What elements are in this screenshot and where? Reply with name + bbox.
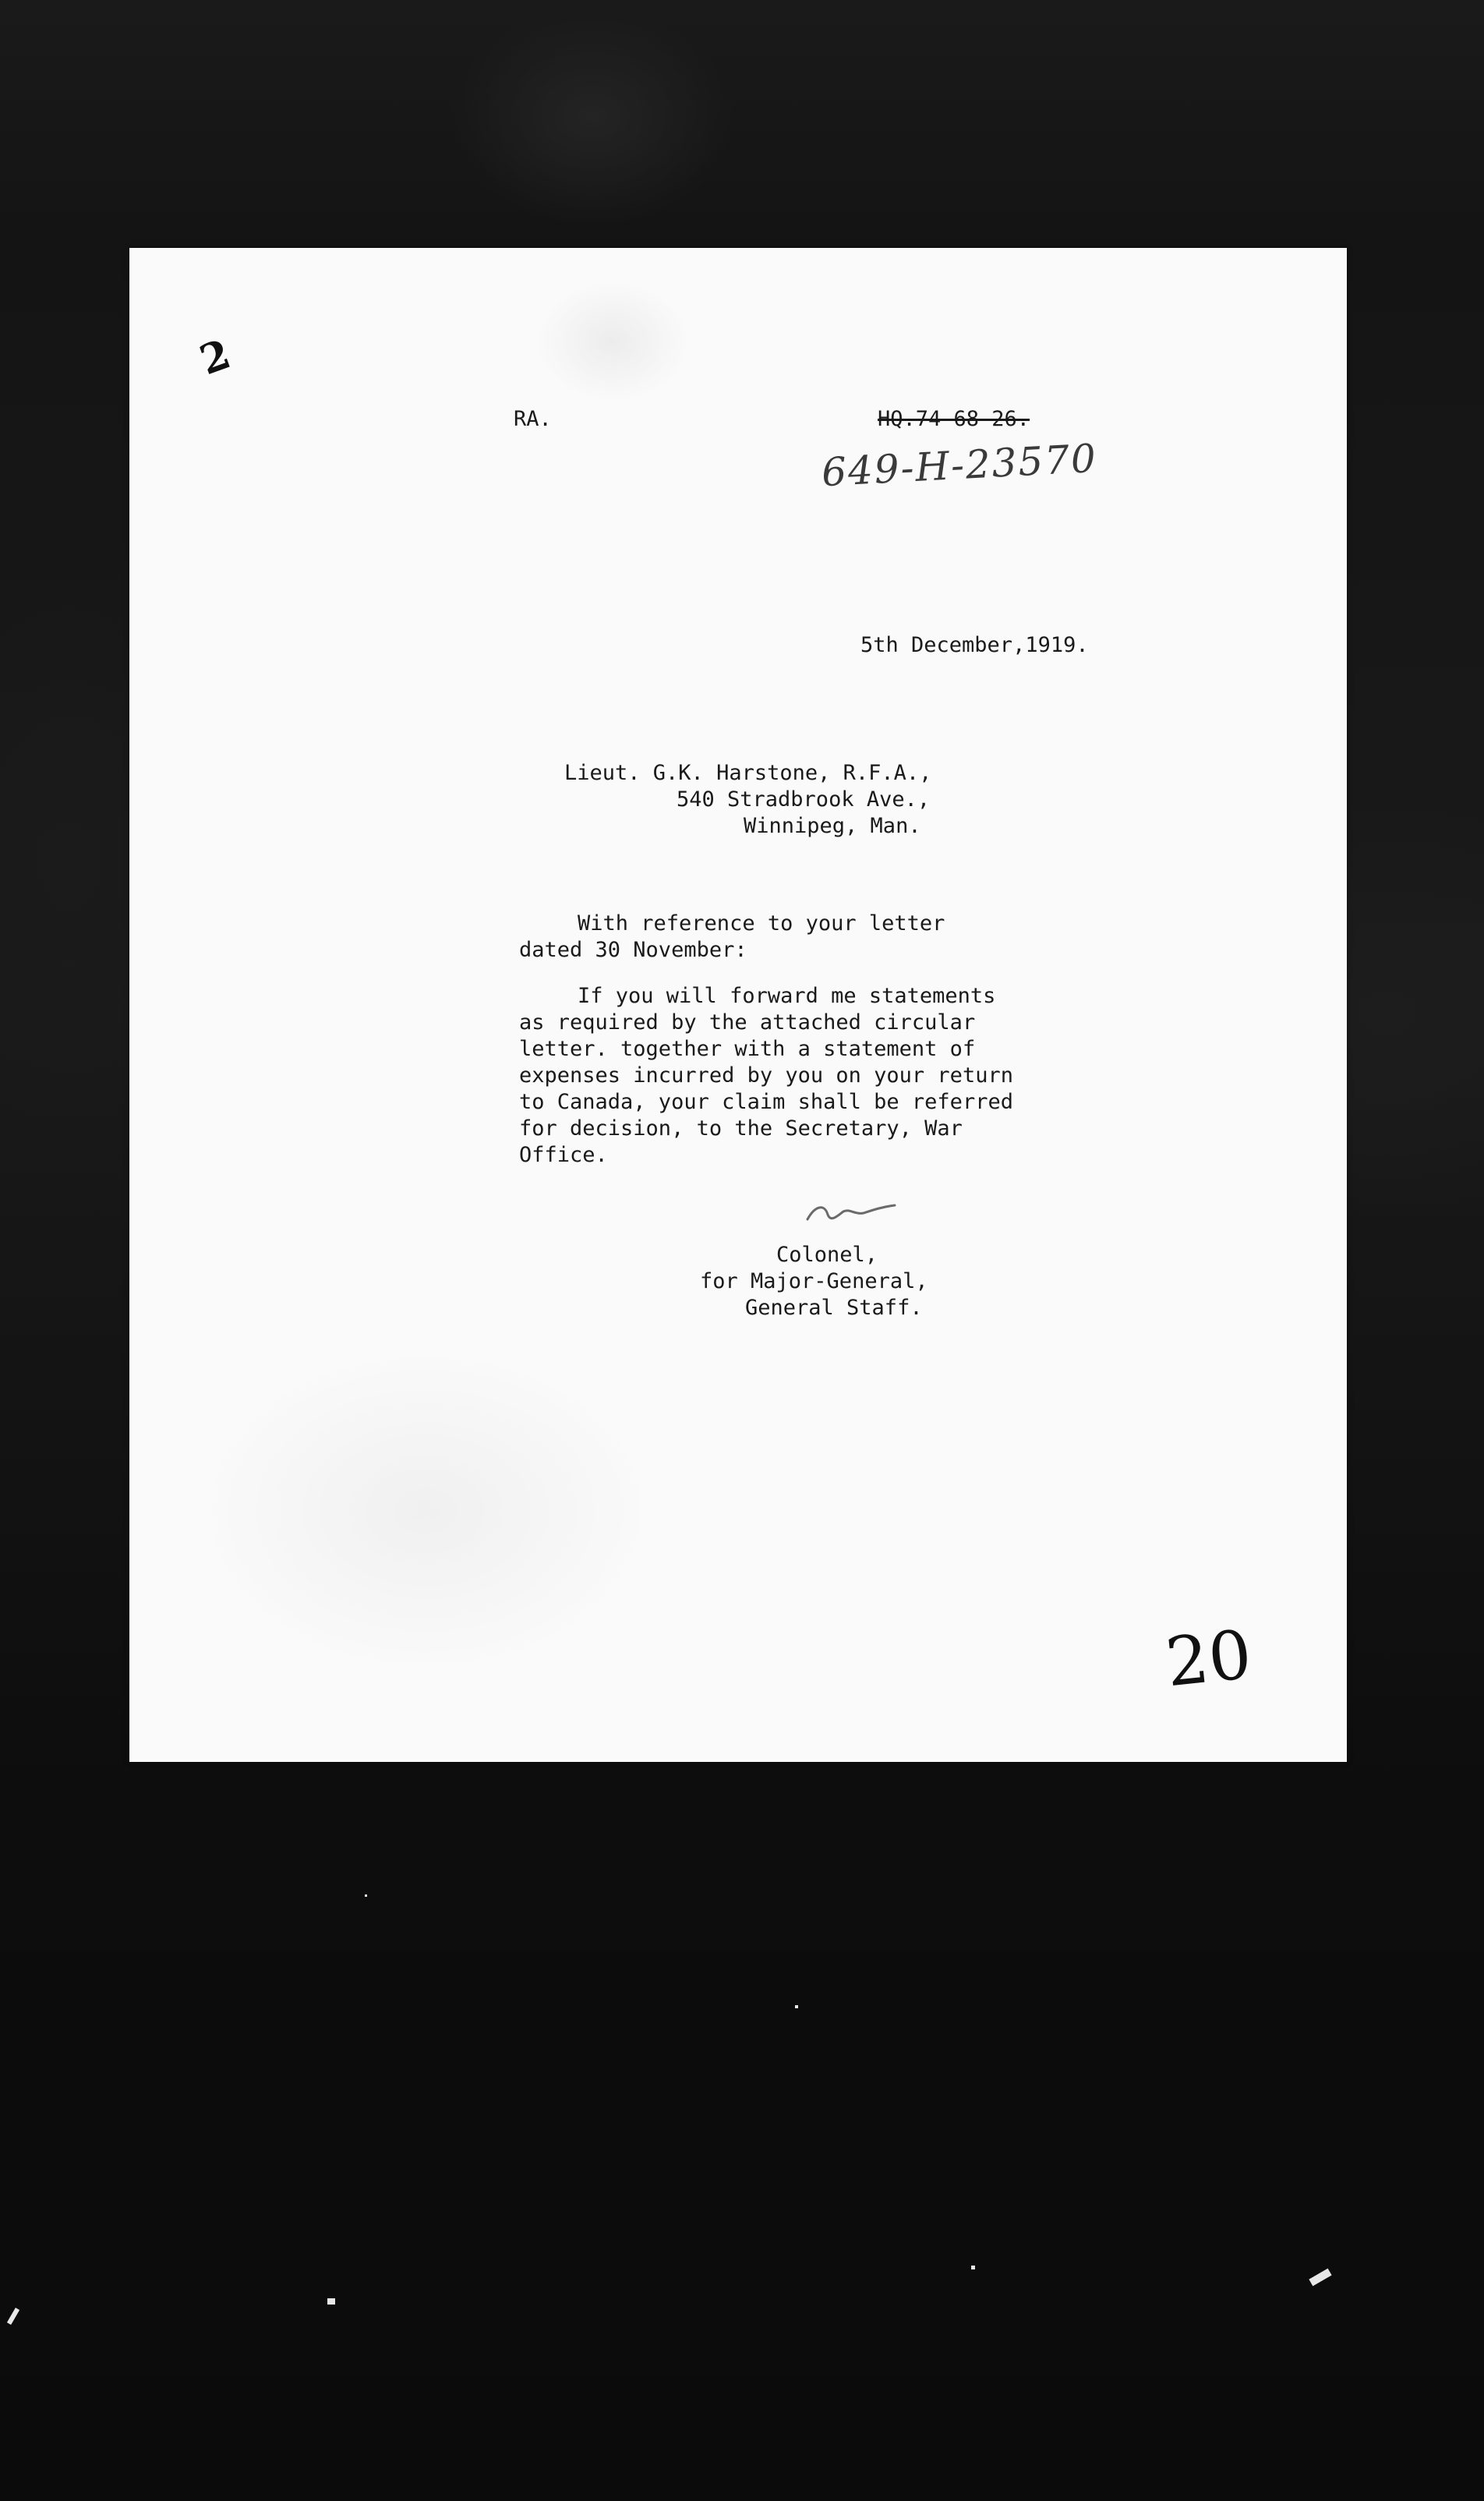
paragraph-line: If you will forward me statements [578,984,996,1008]
letter-page [129,248,1347,1762]
corner-mark: 2 [193,330,237,385]
film-speck [795,2005,798,2008]
film-speck [1309,2269,1331,2287]
paragraph-line: Office. [519,1143,608,1167]
paragraph-line: expenses incurred by you on your return [519,1063,1013,1088]
addressee-line: Lieut. G.K. Harstone, R.F.A., [564,761,932,785]
reference-handwritten: 649-H-23570 [820,435,1099,496]
addressee-line: 540 Stradbrook Ave., [677,787,931,812]
film-speck [365,1894,367,1897]
film-speck [327,2298,335,2305]
signature-scribble [804,1193,898,1227]
reference-left: RA. [514,407,552,431]
signature-line: for Major-General, [700,1269,928,1293]
page-number: 20 [1162,1615,1256,1703]
signature-line: General Staff. [745,1296,923,1320]
paragraph-line: as required by the attached circular [519,1010,976,1035]
signature-line: Colonel, [776,1243,878,1267]
paragraph-line: for decision, to the Secretary, War [519,1116,963,1141]
paragraph-line: dated 30 November: [519,938,747,962]
letter-date: 5th December,1919. [860,633,1089,657]
paragraph-line: letter. together with a statement of [519,1037,976,1061]
film-speck [7,2308,19,2325]
reference-struck: HQ.74-68-26. [878,407,1030,431]
film-speck [971,2266,975,2269]
paragraph-line: With reference to your letter [578,911,945,936]
paragraph-line: to Canada, your claim shall be referred [519,1090,1013,1114]
addressee-line: Winnipeg, Man. [744,814,921,838]
